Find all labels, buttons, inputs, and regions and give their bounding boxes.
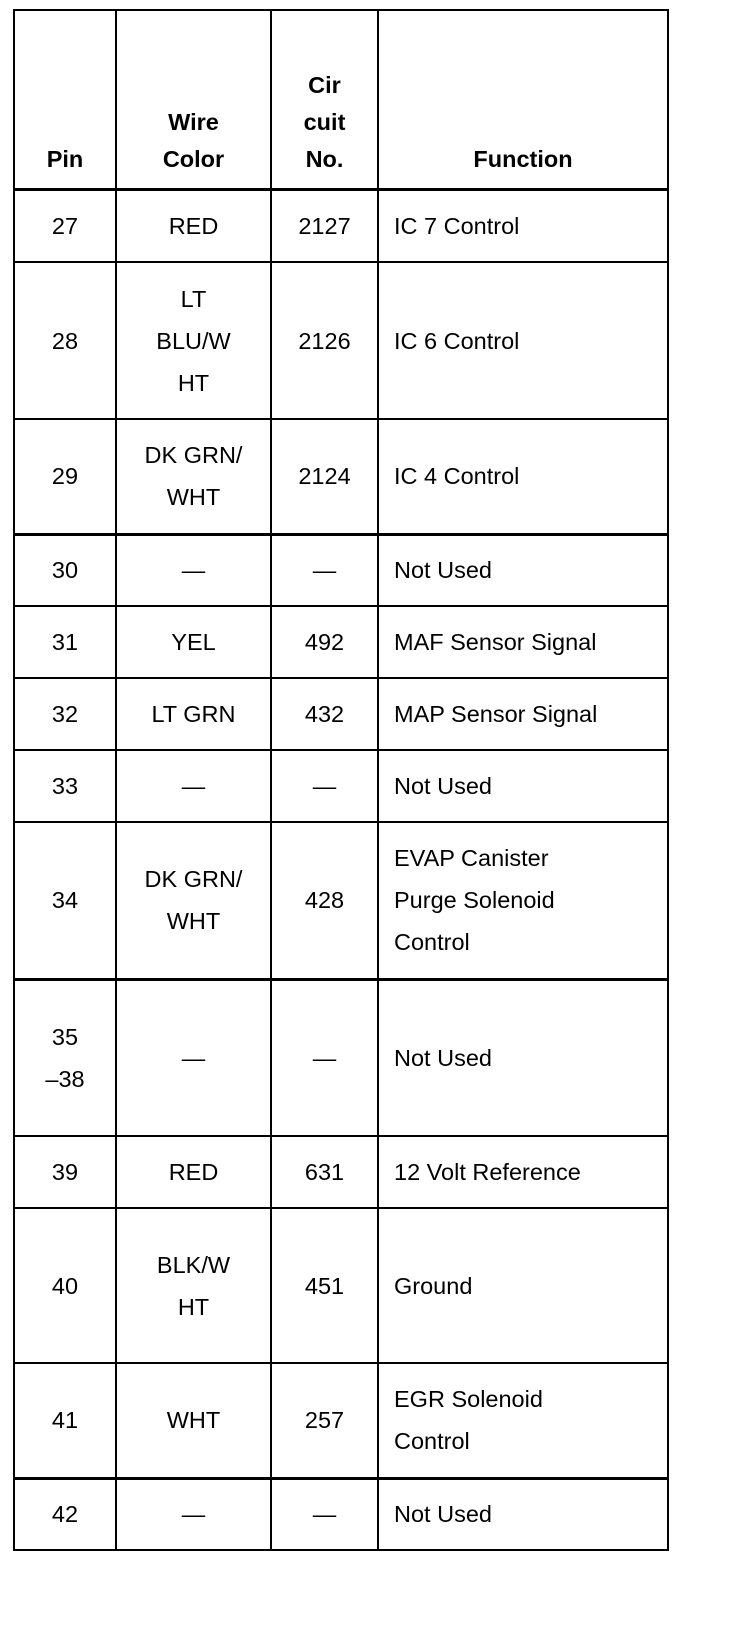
pin-cell: 32 (14, 678, 116, 750)
wire-color-cell: YEL (116, 606, 271, 678)
pin-cell: 33 (14, 750, 116, 822)
table-row (14, 1478, 668, 1550)
table-row (14, 606, 668, 678)
wire-color-cell: WHT (116, 1363, 271, 1478)
pin-cell: 39 (14, 1136, 116, 1208)
pin-cell: 28 (14, 262, 116, 419)
table-header-row (14, 10, 668, 189)
header-circuit-no: Cir cuit No. (271, 10, 378, 189)
pin-cell: 40 (14, 1208, 116, 1363)
table-row (14, 750, 668, 822)
wire-color-cell: DK GRN/ WHT (116, 419, 271, 534)
circuit-cell: 2124 (271, 419, 378, 534)
circuit-cell: 451 (271, 1208, 378, 1363)
function-cell: Not Used (378, 534, 668, 606)
function-cell: MAF Sensor Signal (378, 606, 668, 678)
header-pin: Pin (14, 10, 116, 189)
function-cell: Not Used (378, 750, 668, 822)
function-cell: Not Used (378, 979, 668, 1136)
table-row (14, 822, 668, 979)
table-row (14, 678, 668, 750)
pin-cell: 34 (14, 822, 116, 979)
circuit-cell: — (271, 1478, 378, 1550)
function-cell: 12 Volt Reference (378, 1136, 668, 1208)
table-row (14, 419, 668, 534)
wire-color-cell: — (116, 1478, 271, 1550)
circuit-cell: 2126 (271, 262, 378, 419)
table-row (14, 1136, 668, 1208)
wire-color-cell: RED (116, 189, 271, 262)
function-cell: IC 6 Control (378, 262, 668, 419)
wire-color-cell: RED (116, 1136, 271, 1208)
connector-pin-table (13, 9, 669, 1551)
table-row (14, 189, 668, 262)
wire-color-cell: LT GRN (116, 678, 271, 750)
table-row (14, 979, 668, 1136)
function-cell: Ground (378, 1208, 668, 1363)
table-row (14, 1208, 668, 1363)
pin-cell: 41 (14, 1363, 116, 1478)
wire-color-cell: BLK/W HT (116, 1208, 271, 1363)
pin-cell: 30 (14, 534, 116, 606)
wire-color-cell: — (116, 534, 271, 606)
wire-color-cell: — (116, 979, 271, 1136)
circuit-cell: 2127 (271, 189, 378, 262)
table-row (14, 1363, 668, 1478)
circuit-cell: — (271, 979, 378, 1136)
function-cell: MAP Sensor Signal (378, 678, 668, 750)
pin-cell: 29 (14, 419, 116, 534)
circuit-cell: 432 (271, 678, 378, 750)
pin-cell: 42 (14, 1478, 116, 1550)
header-wire-color: Wire Color (116, 10, 271, 189)
header-function: Function (378, 10, 668, 189)
circuit-cell: — (271, 750, 378, 822)
wire-color-cell: — (116, 750, 271, 822)
pin-cell: 27 (14, 189, 116, 262)
circuit-cell: 492 (271, 606, 378, 678)
function-cell: EGR Solenoid Control (378, 1363, 668, 1478)
circuit-cell: 257 (271, 1363, 378, 1478)
function-cell: IC 7 Control (378, 189, 668, 262)
wire-color-cell: DK GRN/ WHT (116, 822, 271, 979)
table-row (14, 534, 668, 606)
pin-cell: 31 (14, 606, 116, 678)
function-cell: IC 4 Control (378, 419, 668, 534)
table-row (14, 262, 668, 419)
function-cell: Not Used (378, 1478, 668, 1550)
pin-cell: 35 –38 (14, 979, 116, 1136)
wire-color-cell: LT BLU/W HT (116, 262, 271, 419)
circuit-cell: — (271, 534, 378, 606)
circuit-cell: 428 (271, 822, 378, 979)
function-cell: EVAP Canister Purge Solenoid Control (378, 822, 668, 979)
circuit-cell: 631 (271, 1136, 378, 1208)
